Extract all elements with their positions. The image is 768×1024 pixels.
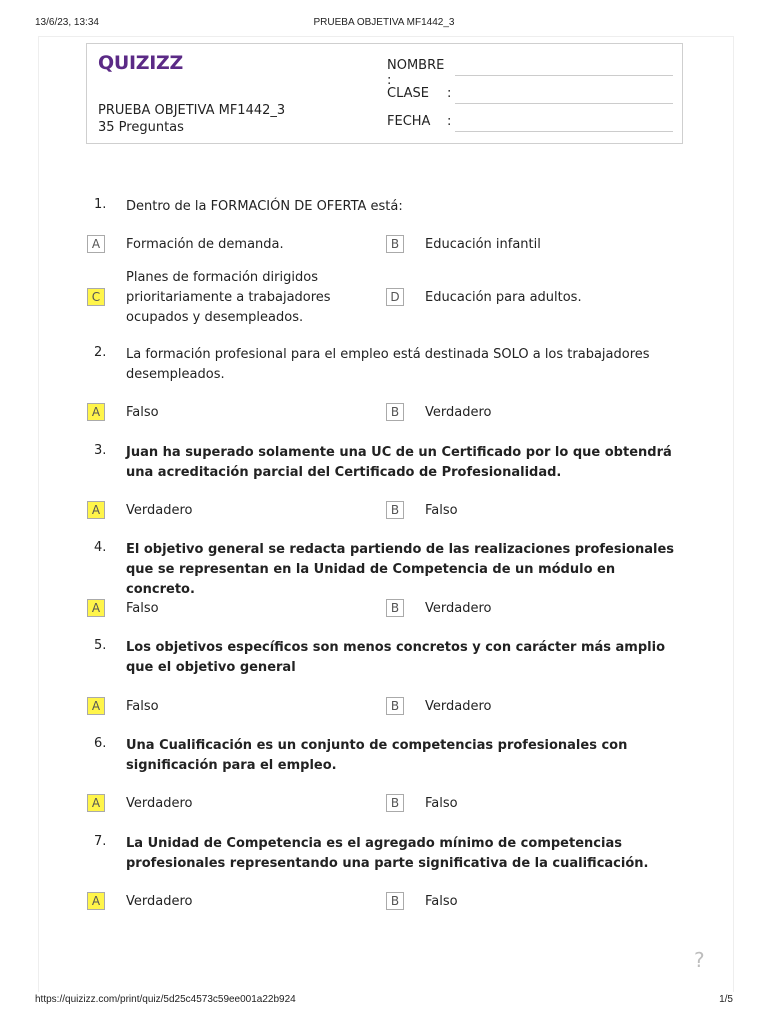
question-count: 35 Preguntas — [98, 120, 184, 135]
option-label: Verdadero — [126, 796, 193, 811]
quizizz-logo: QUIZIZZ — [98, 52, 183, 74]
option-label: Verdadero — [126, 503, 193, 518]
name-line — [455, 75, 673, 76]
question-number: 2. — [94, 345, 107, 360]
date-label: FECHA — [387, 114, 431, 129]
class-label: CLASE — [387, 86, 429, 101]
option-letter-a-correct[interactable]: A — [87, 892, 105, 910]
quiz-header — [86, 43, 683, 144]
question-number: 1. — [94, 197, 107, 212]
name-field — [387, 58, 447, 88]
date-colon: : — [447, 114, 452, 129]
class-field — [387, 86, 451, 101]
class-colon: : — [447, 86, 452, 101]
option-letter-b[interactable]: B — [386, 794, 404, 812]
option-letter-b[interactable]: B — [386, 697, 404, 715]
option-letter-b[interactable]: B — [386, 403, 404, 421]
question-number: 7. — [94, 834, 107, 849]
option-label: Falso — [126, 699, 159, 714]
option-letter-a-correct[interactable]: A — [87, 501, 105, 519]
quiz-title: PRUEBA OBJETIVA MF1442_3 — [98, 103, 286, 118]
option-label: Verdadero — [425, 601, 492, 616]
option-label: Verdadero — [126, 894, 193, 909]
option-label: Falso — [425, 503, 458, 518]
option-label: Planes de formación dirigidos prioritariamente a trabajadores ocupados y desempleados. — [126, 270, 331, 325]
option-letter-a-correct[interactable]: A — [87, 697, 105, 715]
option-label: Falso — [126, 405, 159, 420]
question-text: El objetivo general se redacta partiendo de las realizaciones profesionales que se representan en la Unidad de Competencia de un módulo en concreto. — [126, 542, 675, 597]
question-1-options-row-2 — [0, 268, 768, 328]
option-label: Falso — [425, 894, 458, 909]
option-label: Falso — [425, 796, 458, 811]
print-title: PRUEBA OBJETIVA MF1442_3 — [313, 17, 455, 28]
question-text: La Unidad de Competencia es el agregado mínimo de competencias profesionales representando una parte significativa de la cualificación. — [126, 836, 649, 871]
question-1-options-row-1 — [0, 235, 768, 255]
page-number: 1/5 — [719, 994, 733, 1005]
print-date: 13/6/23, 13:34 — [35, 17, 99, 28]
question-2-options — [0, 403, 768, 423]
question-text: Los objetivos específicos son menos concretos y con carácter más amplio que el objetivo general — [126, 640, 666, 675]
option-label: Educación para adultos. — [425, 290, 582, 305]
option-letter-a[interactable]: A — [87, 235, 105, 253]
question-3-options — [0, 501, 768, 521]
question-5-options — [0, 697, 768, 717]
question-number: 6. — [94, 736, 107, 751]
name-label: NOMBRE : — [387, 58, 445, 88]
class-line — [455, 103, 673, 104]
option-letter-b[interactable]: B — [386, 599, 404, 617]
option-letter-a-correct[interactable]: A — [87, 403, 105, 421]
option-label: Falso — [126, 601, 159, 616]
option-letter-d[interactable]: D — [386, 288, 404, 306]
question-6-options — [0, 794, 768, 814]
option-letter-b[interactable]: B — [386, 892, 404, 910]
question-7-options — [0, 892, 768, 912]
question-text: Juan ha superado solamente una UC de un Certificado por lo que obtendrá una acreditación parcial del Certificado de Profesionalidad. — [126, 445, 672, 480]
print-url: https://quizizz.com/print/quiz/5d25c4573c59ee001a22b924 — [35, 994, 296, 1005]
option-letter-c-correct[interactable]: C — [87, 288, 105, 306]
option-letter-a-correct[interactable]: A — [87, 794, 105, 812]
date-line — [455, 131, 673, 132]
option-letter-b[interactable]: B — [386, 501, 404, 519]
question-number: 3. — [94, 443, 107, 458]
option-label: Verdadero — [425, 699, 492, 714]
question-mark-icon[interactable]: ? — [694, 948, 705, 972]
question-number: 5. — [94, 638, 107, 653]
option-label: Educación infantil — [425, 237, 541, 252]
option-letter-a-correct[interactable]: A — [87, 599, 105, 617]
date-field — [387, 114, 451, 129]
question-number: 4. — [94, 540, 107, 555]
question-text: La formación profesional para el empleo está destinada SOLO a los trabajadores desempleados. — [126, 347, 650, 382]
question-text: Dentro de la FORMACIÓN DE OFERTA está: — [126, 199, 403, 214]
option-label: Verdadero — [425, 405, 492, 420]
option-letter-b[interactable]: B — [386, 235, 404, 253]
question-4-options — [0, 599, 768, 619]
question-text: Una Cualificación es un conjunto de competencias profesionales con significación para el empleo. — [126, 738, 628, 773]
option-label: Formación de demanda. — [126, 237, 284, 252]
